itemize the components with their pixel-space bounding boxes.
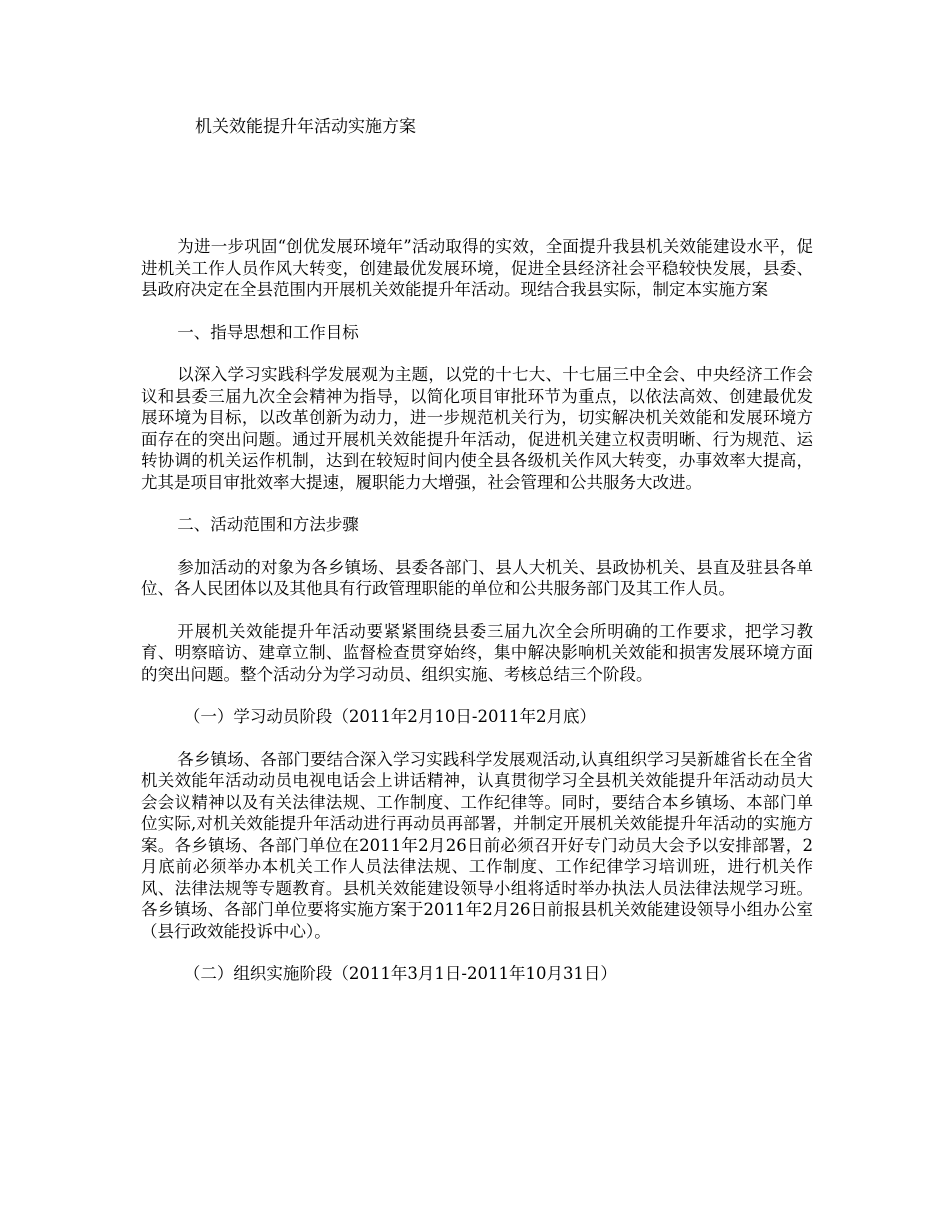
subheading-implementation-stage: （二）组织实施阶段（2011年3月1日-2011年10月31日）: [183, 964, 617, 983]
section-heading-scope-and-steps: 二、活动范围和方法步骤: [177, 515, 359, 534]
section-heading-guiding-ideology: 一、指导思想和工作目标: [177, 322, 359, 342]
document-body: [141, 236, 813, 1006]
guiding-ideology-paragraph: 以深入学习实践科学发展观为主题，以党的十七大、十七届三中全会、中央经济工作会议和县委三届九次全会精神为指导，以简化项目审批环节为重点，以依法高效、创建最优发展环境为目标，以改革创新为动力，进一步规范机关行为，切实解决机关效能和发展环境方面存在的突出问题。通过开展机关效能提升年活动，促进机关建立权责明晰、行为规范、运转协调的机关运作机制，达到在较短时间内使全县各级机关作风大转变，办事效率大提高，尤其是项目审批效率大提速，履职能力大增强，社会管理和公共服务大改进。: [141, 365, 813, 492]
study-mobilization-paragraph: 各乡镇场、各部门要结合深入学习实践科学发展观活动,认真组织学习吴新雄省长在全省机关效能年活动动员电视电话会上讲话精神，认真贯彻学习全县机关效能提升年活动动员大会会议精神以及有关法律法规、工作制度、工作纪律等。同时，要结合本乡镇场、本部门单位实际,对机关效能提升年活动进行再动员再部署，并制定开展机关效能提升年活动的实施方案。各乡镇场、各部门单位在2011年2月26日前必须召开好专门动员大会予以安排部署，2月底前必须举办本机关工作人员法律法规、工作制度、工作纪律学习培训班，进行机关作风、法律法规等专题教育。县机关效能建设领导小组将适时举办执法人员法律法规学习班。各乡镇场、各部门单位要将实施方案于2011年2月26日前报县机关效能建设领导小组办公室（县行政效能投诉中心）。: [141, 749, 813, 941]
intro-paragraph: 为进一步巩固“创优发展环境年”活动取得的实效，全面提升我县机关效能建设水平，促进机关工作人员作风大转变，创建最优发展环境，促进全县经济社会平稳较快发展，县委、县政府决定在全县范围内开展机关效能提升年活动。现结合我县实际，制定本实施方案: [141, 237, 813, 299]
document-title: 机关效能提升年活动实施方案: [195, 117, 416, 137]
subheading-study-mobilization-stage: （一）学习动员阶段（2011年2月10日-2011年2月底）: [183, 707, 596, 726]
participants-paragraph: 参加活动的对象为各乡镇场、县委各部门、县人大机关、县政协机关、县直及驻县各单位、各人民团体以及其他具有行政管理职能的单位和公共服务部门及其工作人员。: [141, 557, 813, 598]
stages-paragraph: 开展机关效能提升年活动要紧紧围绕县委三届九次全会所明确的工作要求，把学习教育、明察暗访、建章立制、监督检查贯穿始终，集中解决影响机关效能和损害发展环境方面的突出问题。整个活动分为学习动员、组织实施、考核总结三个阶段。: [141, 621, 813, 684]
